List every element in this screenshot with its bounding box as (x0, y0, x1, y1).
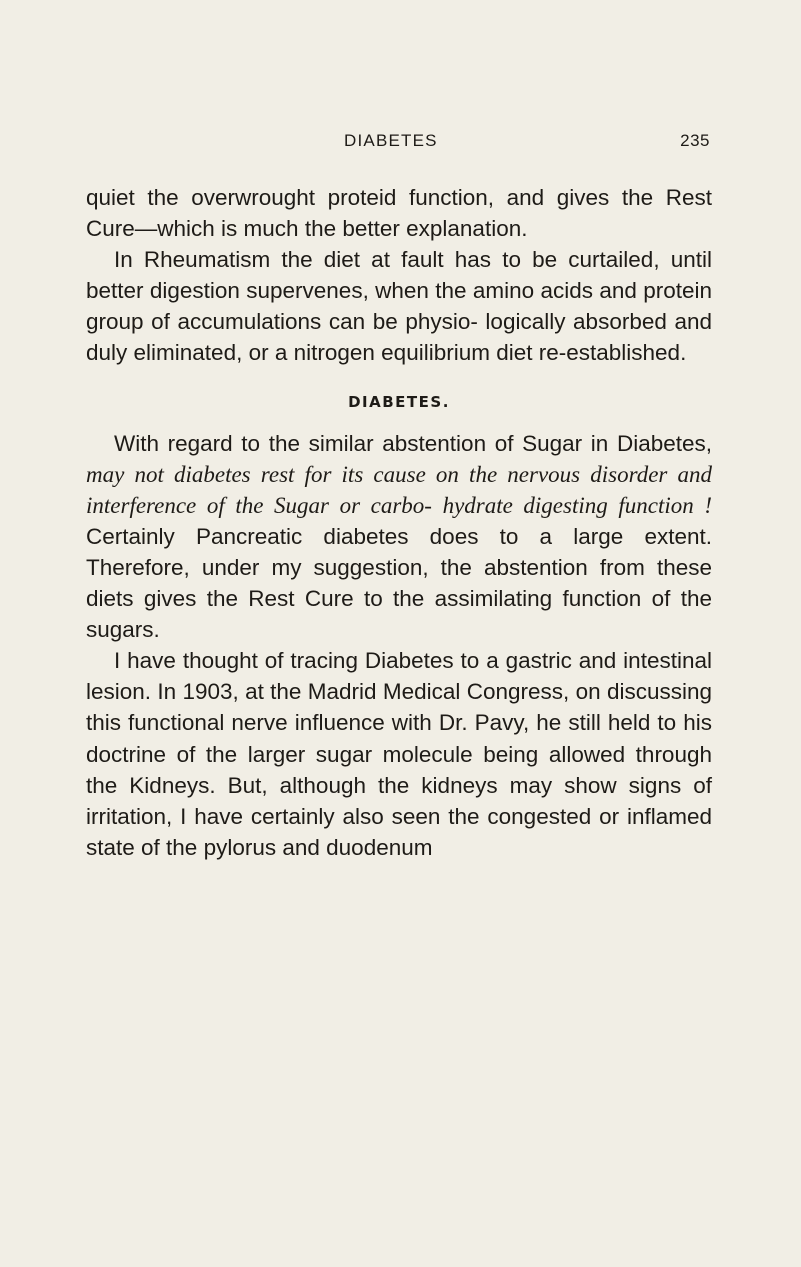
paragraph-3 (86, 428, 712, 646)
paragraph-3-italic: may not diabetes rest for its cause on the nervous disorder and interference of the Sugar or carbo- hydrate digesting function ! (86, 461, 712, 518)
paragraph-2: In Rheumatism the diet at fault has to be curtailed, until better digestion supervenes, when the amino acids and protein group of accumulations can be physio- logically absorbed and duly eliminated, or a nitrogen equilibrium diet re-established. (86, 247, 712, 366)
paragraph-3-tail: Certainly Pancreatic diabetes does to a large extent. Therefore, under my suggestion, the abstention from these diets gives the Rest Cure to the assimilating function of the sugars. (86, 523, 712, 643)
page-number: 235 (680, 131, 710, 150)
section-heading: DIABETES. (348, 392, 450, 411)
page-header (344, 131, 710, 155)
running-title: DIABETES (344, 131, 438, 150)
body-text (86, 182, 712, 863)
paragraph-4: I have thought of tracing Diabetes to a gastric and intestinal lesion. In 1903, at the Madrid Medical Congress, on discussing this functional nerve influence with Dr. Pavy, he still held to his doctrine of the larger sugar molecule being allowed through the Kidneys. But, although the kidneys may show signs of irritation, I have certainly also seen the congested or inflamed state of the pylorus and duodenum (86, 648, 712, 860)
paragraph-3-lead: With regard to the similar abstention of Sugar in Diabetes, (114, 430, 712, 456)
paragraph-1: quiet the overwrought proteid function, and gives the Rest Cure—which is much the better explanation. (86, 185, 712, 242)
